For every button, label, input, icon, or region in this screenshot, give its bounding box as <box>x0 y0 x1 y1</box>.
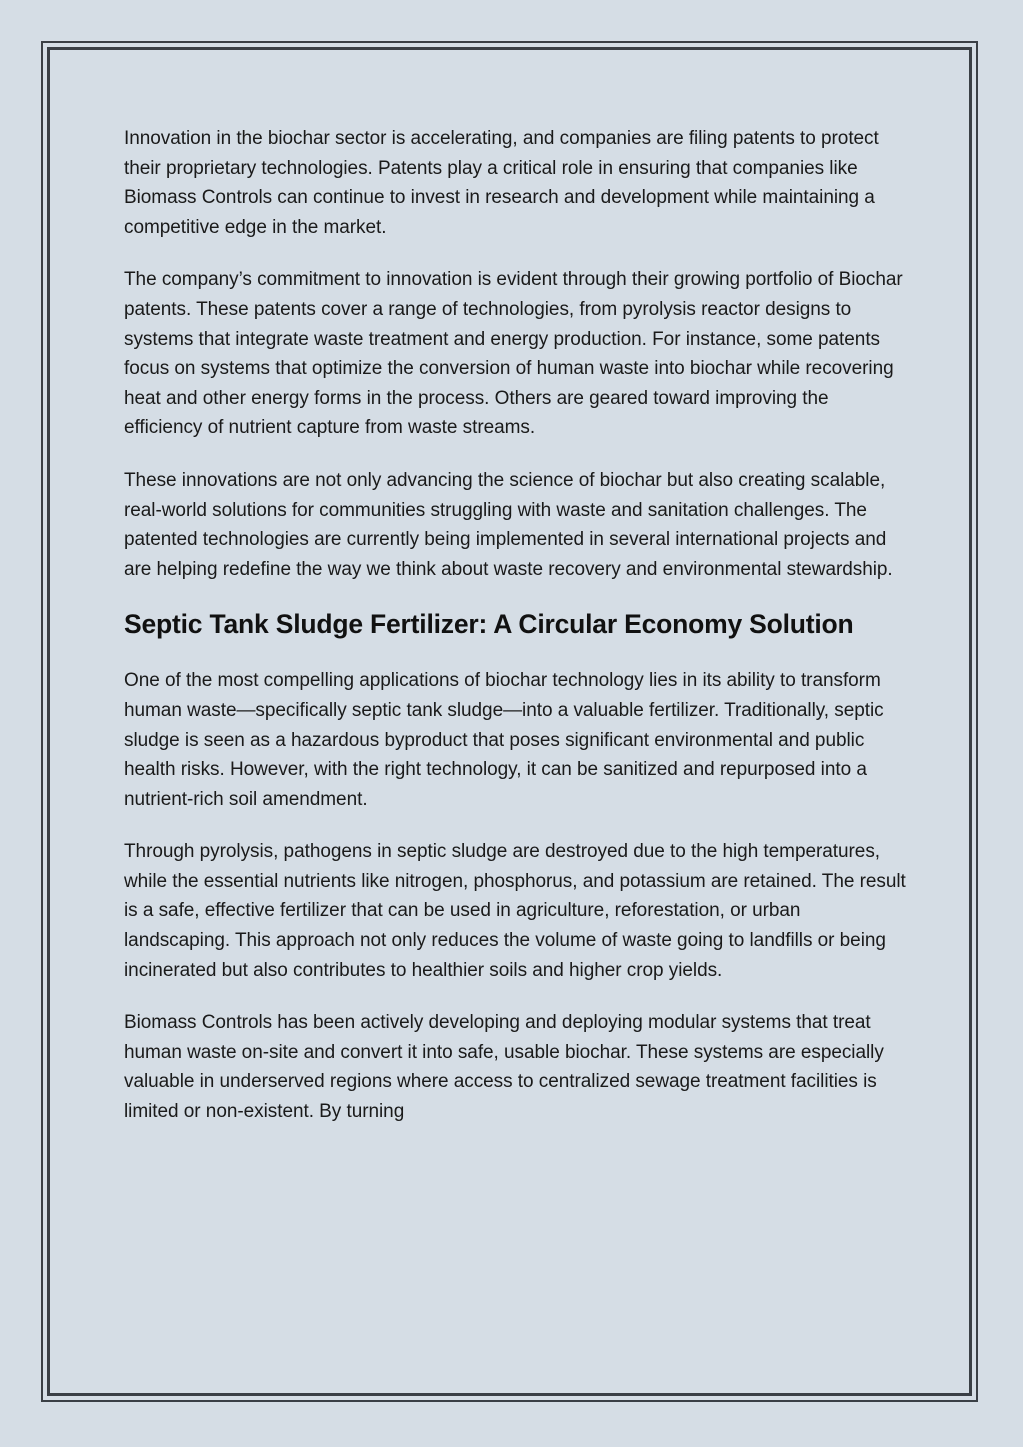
paragraph-innovations-impact: These innovations are not only advancing the science of biochar but also creating scalable, real-world solutions for communities struggling with waste and sanitation challenges. The patented technologies are currently being implemented in several international projects and are helping redefine the way we think about waste recovery and environmental stewardship. <box>124 469 893 580</box>
paragraph-modular-systems: Biomass Controls has been actively developing and deploying modular systems that treat human waste on-site and convert it into safe, usable biochar. These systems are especially valuable in underserved regions where access to centralized sewage treatment facilities is limited or non-existent. By turning <box>124 1012 884 1123</box>
section-heading: Septic Tank Sludge Fertilizer: A Circular Economy Solution <box>124 609 854 640</box>
paragraph-patent-portfolio: The company’s commitment to innovation is evident through their growing portfolio of Biochar patents. These patents cover a range of technologies, from pyrolysis reactor designs to systems that integrate waste treatment and energy production. For instance, some patents focus on systems that optimize the conversion of human waste into biochar while recovering heat and other energy forms in the process. Others are geared toward improving the efficiency of nutrient capture from waste streams. <box>124 269 903 439</box>
paragraph-patents-intro: Innovation in the biochar sector is accelerating, and companies are filing patents to protect their proprietary technologies. Patents play a critical role in ensuring that companies like Biomass Controls can continue to invest in research and development while maintaining a competitive edge in the market. <box>124 128 879 238</box>
document-body <box>124 124 910 1150</box>
paragraph-pyrolysis: Through pyrolysis, pathogens in septic sludge are destroyed due to the high temperatures, while the essential nutrients like nitrogen, phosphorus, and potassium are retained. The result is a safe, effective fertilizer that can be used in agriculture, reforestation, or urban landscaping. This approach not only reduces the volume of waste going to landfills or being incinerated but also contributes to healthier soils and higher crop yields. <box>124 841 906 981</box>
paragraph-sludge-fertilizer: One of the most compelling applications of biochar technology lies in its ability to transform human waste—specifically septic tank sludge—into a valuable fertilizer. Traditionally, septic sludge is seen as a hazardous byproduct that poses significant environmental and public health risks. However, with the right technology, it can be sanitized and repurposed into a nutrient-rich soil amendment. <box>124 670 884 810</box>
